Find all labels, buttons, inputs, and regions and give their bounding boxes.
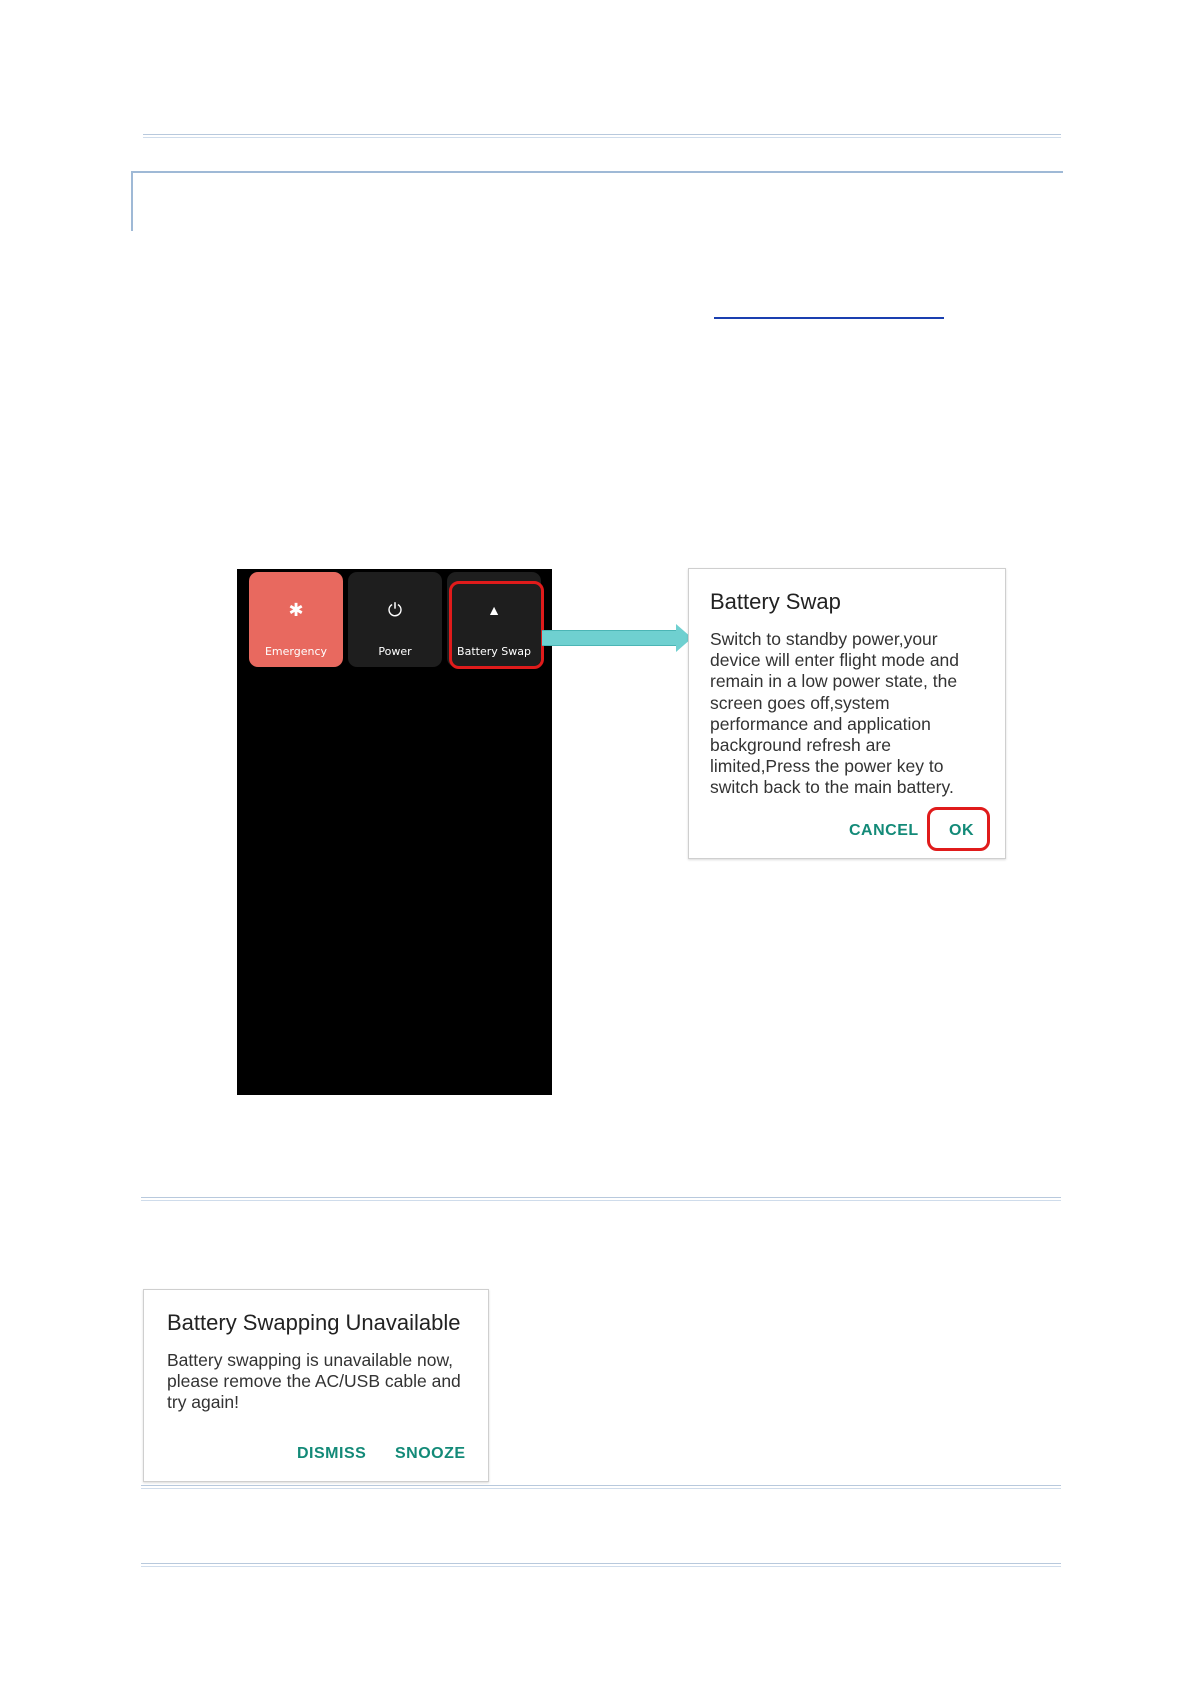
section-heading-box: [131, 171, 1063, 231]
dialog-message: Battery swapping is unavailable now, please remove the AC/USB cable and try again!: [167, 1350, 461, 1413]
emergency-label: Emergency: [264, 645, 328, 658]
arrow-right-icon: [542, 630, 676, 646]
phone-power-menu-screenshot: [237, 569, 552, 1095]
power-icon: ⏻: [387, 600, 403, 620]
power-tile[interactable]: [348, 572, 442, 667]
asterisk-icon: ✱: [288, 600, 304, 620]
section-rule: [141, 1485, 1061, 1486]
footer-rule: [141, 1563, 1061, 1564]
battery-swap-label: Battery Swap: [457, 645, 531, 658]
dialog-title: Battery Swap: [710, 589, 841, 614]
battery-swapping-unavailable-dialog: [143, 1289, 489, 1482]
battery-swap-dialog: [688, 568, 1006, 859]
warning-icon: ▲: [487, 602, 501, 618]
battery-swap-highlight: [449, 581, 544, 669]
ok-button[interactable]: OK: [949, 822, 974, 839]
emergency-tile[interactable]: [249, 572, 343, 667]
hyperlink-underline[interactable]: [714, 317, 944, 319]
section-rule: [141, 1197, 1061, 1198]
header-rule: [143, 134, 1061, 135]
cancel-button[interactable]: CANCEL: [849, 822, 919, 839]
dialog-title: Battery Swapping Unavailable: [167, 1310, 461, 1335]
snooze-button[interactable]: SNOOZE: [395, 1445, 466, 1462]
power-label: Power: [378, 645, 412, 658]
dismiss-button[interactable]: DISMISS: [297, 1445, 367, 1462]
ok-highlight: [927, 807, 990, 851]
dialog-message: Switch to standby power,your device will enter flight mode and remain in a low power state, the screen goes off,system performance and application background refresh are limited,Press the power key to switch back to the main battery.: [710, 629, 960, 798]
